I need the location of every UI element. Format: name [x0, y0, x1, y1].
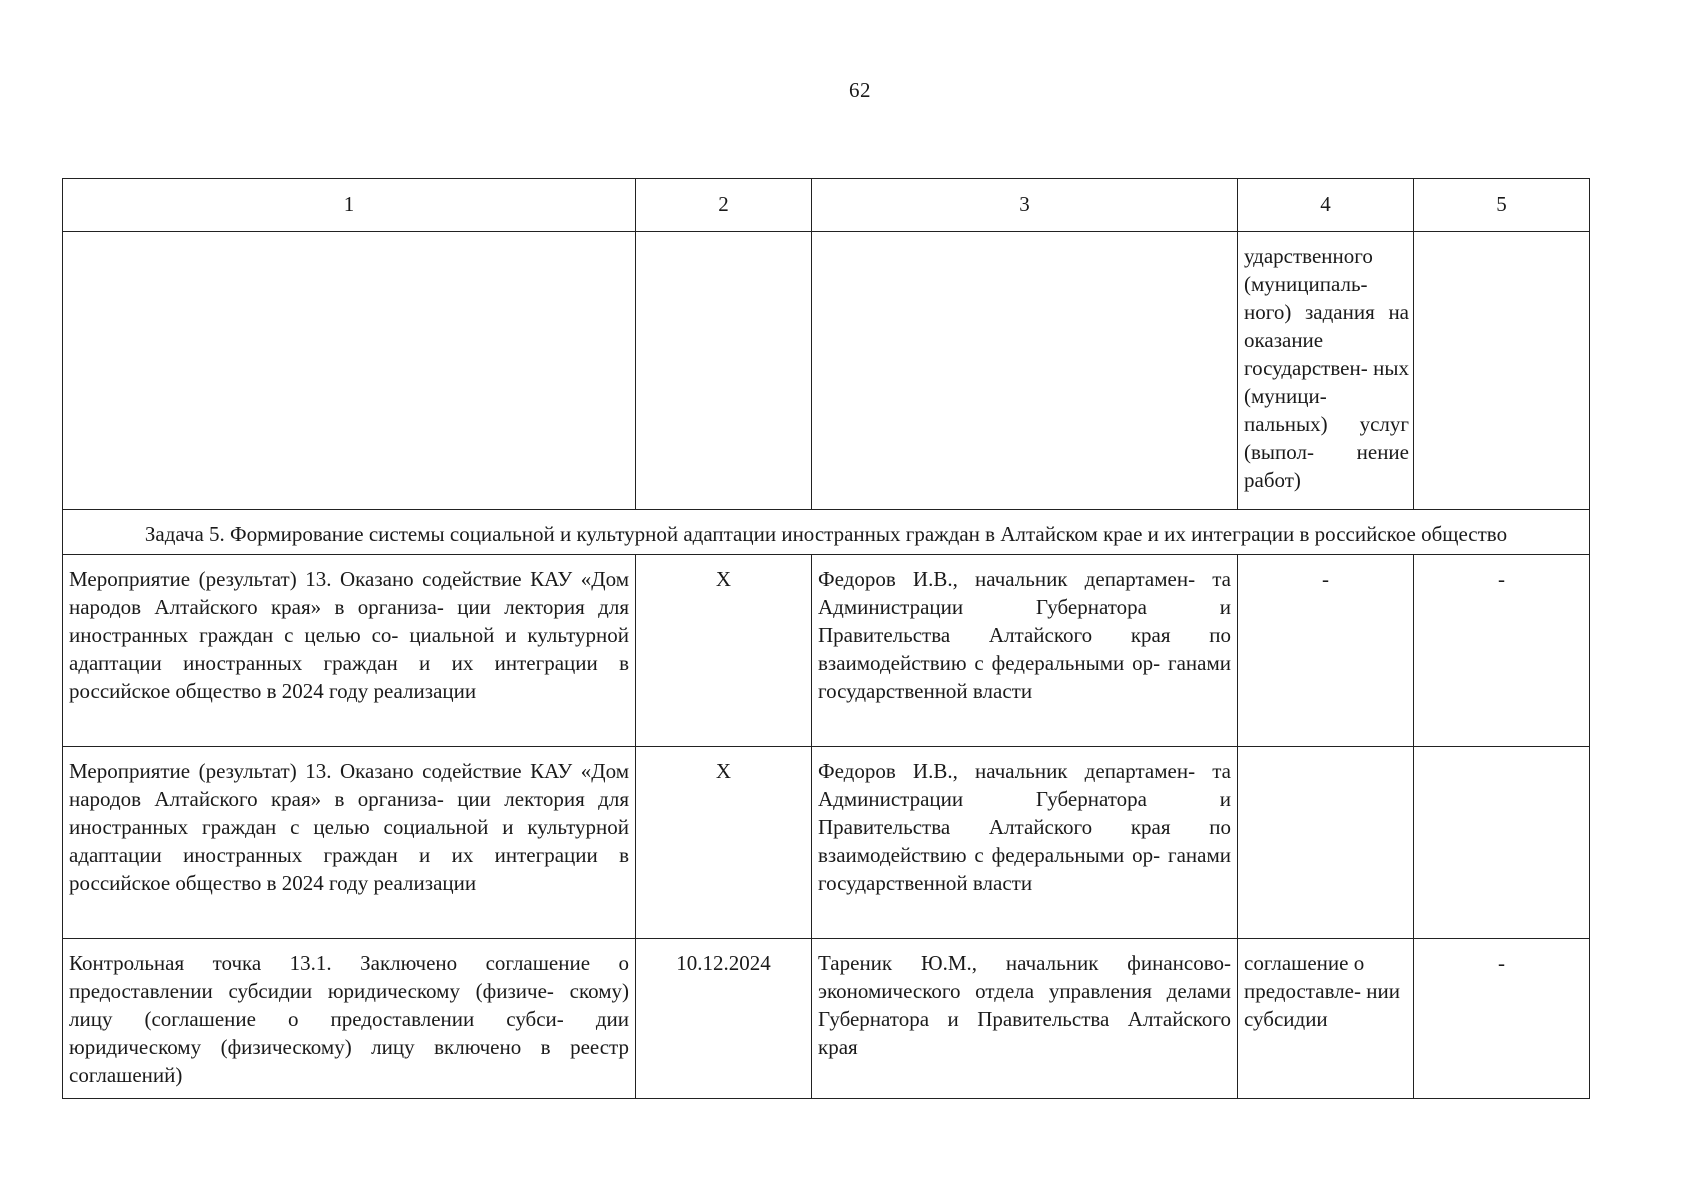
item-0-col-4: - — [1238, 555, 1414, 747]
header-col-5: 5 — [1414, 179, 1590, 232]
row-0-col-4: ударственного (муниципаль- ного) задания на оказание государствен- ных (муници- пальных) услуг (выпол- нение работ) — [1238, 232, 1414, 510]
table-row — [63, 232, 1590, 510]
row-0-col-5 — [1414, 232, 1590, 510]
header-col-1: 1 — [63, 179, 636, 232]
table-header-row — [63, 179, 1590, 232]
document-table — [62, 178, 1590, 1099]
item-2-col-1: Контрольная точка 13.1. Заключено соглашение о предоставлении субсидии юридическому (физиче- скому) лицу (соглашение о предоставлении субси- дии юридическому (физическому) лицу включено в реестр соглашений) — [63, 939, 636, 1099]
item-2-col-4: соглашение о предоставле- нии субсидии — [1238, 939, 1414, 1099]
item-1-col-5 — [1414, 747, 1590, 939]
task-row — [63, 510, 1590, 555]
item-0-col-3: Федоров И.В., начальник департамен- та Администрации Губернатора и Правительства Алтайского края по взаимодействию с федеральными ор- ганами государственной власти — [812, 555, 1238, 747]
row-0-col-1 — [63, 232, 636, 510]
page-number: 62 — [849, 78, 871, 102]
item-2-col-5: - — [1414, 939, 1590, 1099]
item-1-col-3: Федоров И.В., начальник департамен- та Администрации Губернатора и Правительства Алтайского края по взаимодействию с федеральными ор- ганами государственной власти — [812, 747, 1238, 939]
row-0-col-2 — [636, 232, 812, 510]
item-2-col-3: Тареник Ю.М., начальник финансово- экономического отдела управления делами Губернатора и Правительства Алтайского края — [812, 939, 1238, 1099]
header-col-3: 3 — [812, 179, 1238, 232]
item-1-col-2: Х — [636, 747, 812, 939]
item-2-col-2: 10.12.2024 — [636, 939, 812, 1099]
table-row — [63, 747, 1590, 939]
item-0-col-5: - — [1414, 555, 1590, 747]
task-heading: Задача 5. Формирование системы социальной и культурной адаптации иностранных граждан в Алтайском крае и их интеграции в российское общество — [63, 510, 1590, 555]
header-col-4: 4 — [1238, 179, 1414, 232]
table-row — [63, 939, 1590, 1099]
item-0-col-1: Мероприятие (результат) 13. Оказано содействие КАУ «Дом народов Алтайского края» в организа- ции лектория для иностранных граждан с целью со- циальной и культурной адаптации иностранных граждан и их интеграции в российское общество в 2024 году реализации — [63, 555, 636, 747]
item-0-col-2: Х — [636, 555, 812, 747]
row-0-col-3 — [812, 232, 1238, 510]
item-1-col-1: Мероприятие (результат) 13. Оказано содействие КАУ «Дом народов Алтайского края» в организа- ции лектория для иностранных граждан с целью социальной и культурной адаптации иностранных граждан и их интеграции в российское общество в 2024 году реализации — [63, 747, 636, 939]
header-col-2: 2 — [636, 179, 812, 232]
table-row — [63, 555, 1590, 747]
item-1-col-4 — [1238, 747, 1414, 939]
